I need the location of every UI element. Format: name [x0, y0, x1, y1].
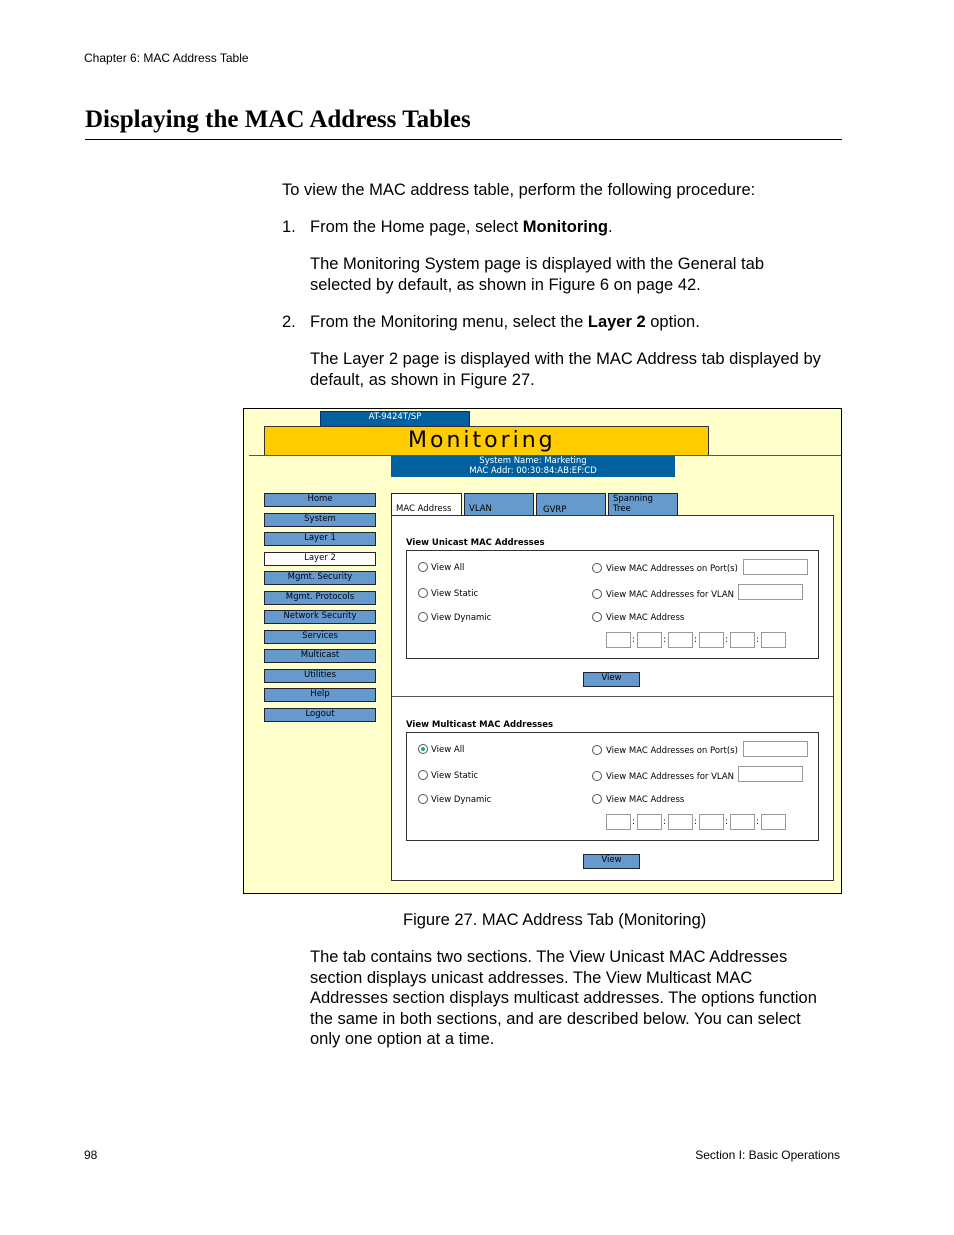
- multicast-mac-label: View MAC Address: [606, 795, 685, 805]
- unicast-port-radio[interactable]: [592, 563, 602, 573]
- multicast-view-static-radio[interactable]: [418, 770, 428, 780]
- multicast-view-button[interactable]: View: [583, 854, 640, 869]
- multicast-vlan-radio[interactable]: [592, 771, 602, 781]
- title-rule: [85, 139, 842, 140]
- step-2-text: From the Monitoring menu, select the Layer 2 option.: [310, 313, 700, 331]
- page-title: Displaying the MAC Address Tables: [85, 106, 471, 133]
- nav-utilities[interactable]: Utilities: [264, 669, 376, 683]
- multicast-mac-octet-2[interactable]: [637, 814, 662, 830]
- multicast-port-input[interactable]: [743, 741, 808, 757]
- nav-layer-1[interactable]: Layer 1: [264, 532, 376, 546]
- model-label: AT-9424T/SP: [320, 411, 470, 427]
- step-1-note: The Monitoring System page is displayed with the General tab selected by default, as shown in Figure 6 on page 42.: [310, 255, 764, 294]
- unicast-mac-radio[interactable]: [592, 612, 602, 622]
- nav-mgmt-protocols[interactable]: Mgmt. Protocols: [264, 591, 376, 605]
- monitoring-banner: Monitoring: [264, 426, 709, 456]
- unicast-mac-octet-5[interactable]: [730, 632, 755, 648]
- unicast-vlan-label: View MAC Addresses for VLAN: [606, 590, 735, 600]
- multicast-view-static-label: View Static: [431, 771, 479, 781]
- unicast-mac-octet-2[interactable]: [637, 632, 662, 648]
- unicast-view-dynamic-label: View Dynamic: [431, 613, 492, 623]
- multicast-mac-octet-3[interactable]: [668, 814, 693, 830]
- unicast-port-label: View MAC Addresses on Port(s): [606, 564, 738, 574]
- multicast-mac-octet-6[interactable]: [761, 814, 786, 830]
- unicast-view-all-radio[interactable]: [418, 562, 428, 572]
- nav-multicast[interactable]: Multicast: [264, 649, 376, 663]
- tab-vlan[interactable]: VLAN: [464, 493, 534, 516]
- section-separator: [392, 696, 833, 697]
- step-2-note: The Layer 2 page is displayed with the MAC Address tab displayed by default, as shown in Figure 27.: [310, 350, 821, 389]
- nav-logout[interactable]: Logout: [264, 708, 376, 722]
- tab-spanning-tree[interactable]: Spanning Tree: [608, 493, 678, 516]
- multicast-mac-octet-5[interactable]: [730, 814, 755, 830]
- unicast-mac-label: View MAC Address: [606, 613, 685, 623]
- unicast-mac-octet-4[interactable]: [699, 632, 724, 648]
- multicast-mac-radio[interactable]: [592, 794, 602, 804]
- figure-caption: Figure 27. MAC Address Tab (Monitoring): [403, 911, 707, 929]
- multicast-view-dynamic-label: View Dynamic: [431, 795, 492, 805]
- nav-layer-2[interactable]: Layer 2: [264, 552, 376, 566]
- unicast-port-input[interactable]: [743, 559, 808, 575]
- body-paragraph: The tab contains two sections. The View Unicast MAC Addresses section displays unicast addresses. The View Multicast MAC Addresses section displays multicast addresses. The options function the same in both sections, and are described below. You can select only one option at a time.: [310, 948, 817, 1048]
- multicast-view-all-radio[interactable]: [418, 744, 428, 754]
- unicast-view-dynamic-radio[interactable]: [418, 612, 428, 622]
- unicast-vlan-input[interactable]: [738, 584, 803, 600]
- unicast-view-all-label: View All: [431, 563, 465, 573]
- mac-address-panel: [391, 515, 834, 881]
- unicast-mac-octet-3[interactable]: [668, 632, 693, 648]
- figure-screenshot: [243, 408, 842, 894]
- page-number: 98: [84, 1148, 98, 1162]
- system-info: System Name: Marketing MAC Addr: 00:30:84:AB:EF:CD: [391, 456, 675, 477]
- tab-mac-address[interactable]: MAC Address: [391, 493, 462, 517]
- step-1-number: 1.: [282, 218, 296, 236]
- unicast-view-static-radio[interactable]: [418, 588, 428, 598]
- step-2-number: 2.: [282, 313, 296, 331]
- multicast-view-dynamic-radio[interactable]: [418, 794, 428, 804]
- unicast-options-box: View All View Static View Dynamic View MAC Addresses on Port(s) View MAC Addresses for VLAN View MAC Address : : : : :: [406, 550, 819, 659]
- unicast-vlan-radio[interactable]: [592, 589, 602, 599]
- multicast-mac-octet-4[interactable]: [699, 814, 724, 830]
- nav-network-security[interactable]: Network Security: [264, 610, 376, 624]
- multicast-options-box: View All View Static View Dynamic View MAC Addresses on Port(s) View MAC Addresses for VLAN View MAC Address : : : : :: [406, 732, 819, 841]
- tab-gvrp[interactable]: GVRP: [536, 493, 606, 516]
- multicast-vlan-label: View MAC Addresses for VLAN: [606, 772, 735, 782]
- intro-text: To view the MAC address table, perform the following procedure:: [282, 181, 756, 199]
- nav-services[interactable]: Services: [264, 630, 376, 644]
- section-footer: Section I: Basic Operations: [695, 1148, 840, 1162]
- unicast-view-button[interactable]: View: [583, 672, 640, 687]
- nav-system[interactable]: System: [264, 513, 376, 527]
- unicast-title: View Unicast MAC Addresses: [406, 538, 545, 548]
- unicast-mac-octet-1[interactable]: [606, 632, 631, 648]
- unicast-mac-octet-6[interactable]: [761, 632, 786, 648]
- multicast-title: View Multicast MAC Addresses: [406, 720, 554, 730]
- multicast-view-all-label: View All: [431, 745, 465, 755]
- multicast-vlan-input[interactable]: [738, 766, 803, 782]
- unicast-view-static-label: View Static: [431, 589, 479, 599]
- step-1-text: From the Home page, select Monitoring.: [310, 218, 613, 236]
- nav-home[interactable]: Home: [264, 493, 376, 507]
- multicast-mac-octet-1[interactable]: [606, 814, 631, 830]
- nav-mgmt-security[interactable]: Mgmt. Security: [264, 571, 376, 585]
- chapter-header: Chapter 6: MAC Address Table: [84, 51, 249, 65]
- nav-help[interactable]: Help: [264, 688, 376, 702]
- multicast-port-label: View MAC Addresses on Port(s): [606, 746, 738, 756]
- multicast-port-radio[interactable]: [592, 745, 602, 755]
